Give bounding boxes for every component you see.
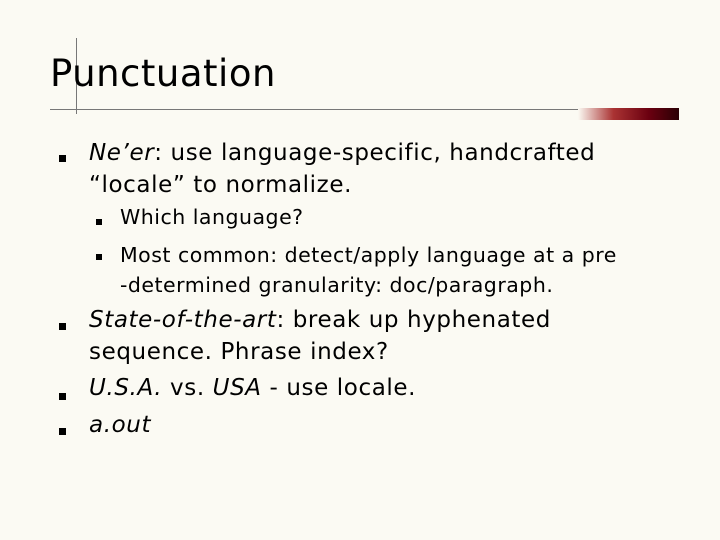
- bullet-marker: [59, 155, 66, 162]
- bullet-3-line: [89, 375, 416, 401]
- bullet-marker: [59, 393, 66, 400]
- bullet-3-emphasis-1: U.S.A.: [89, 375, 163, 401]
- bullet-marker: [59, 323, 66, 330]
- bullet-1-line-2: “locale” to normalize.: [89, 172, 352, 198]
- bullet-2-line-2: sequence. Phrase index?: [89, 339, 389, 365]
- bullet-3-mid: vs.: [162, 375, 213, 401]
- title-horizontal-rule: [50, 109, 629, 110]
- bullet-2-line-1: [89, 307, 551, 333]
- bullet-1-line-1: [89, 140, 595, 166]
- sub-bullet-1-text: Which language?: [120, 205, 304, 229]
- bullet-4-line: [89, 412, 151, 438]
- sub-bullet-2-line-1: Most common: detect/apply language at a pre: [120, 243, 617, 267]
- sub-bullet-marker: [96, 254, 102, 260]
- slide-title: Punctuation: [50, 52, 276, 95]
- sub-bullet-marker: [96, 219, 102, 225]
- sub-bullet-2-line-2: -determined granularity: doc/paragraph.: [120, 273, 554, 297]
- accent-bar: [578, 108, 679, 120]
- bullet-2-emphasis: State-of-the-art: [89, 307, 277, 333]
- bullet-3-text: - use locale.: [261, 375, 417, 401]
- bullet-1-emphasis: Ne’er: [89, 140, 155, 166]
- bullet-4-emphasis: a.out: [89, 412, 152, 438]
- bullet-3-emphasis-2: USA: [212, 375, 262, 401]
- bullet-marker: [59, 428, 66, 435]
- bullet-1-text: : use language-specific, handcrafted: [154, 140, 596, 166]
- bullet-2-text: : break up hyphenated: [276, 307, 551, 333]
